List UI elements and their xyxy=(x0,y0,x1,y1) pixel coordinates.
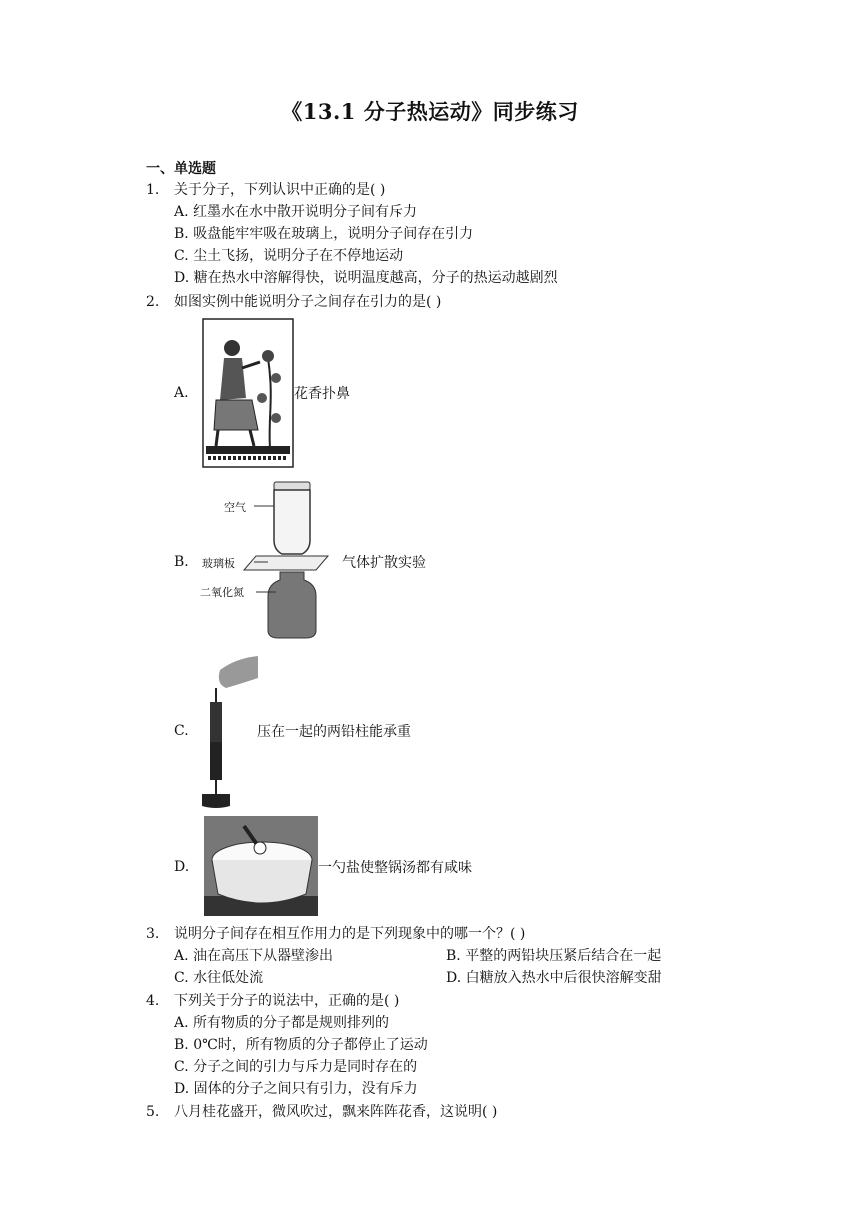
option-b-letter: B. xyxy=(174,554,189,570)
option-c: C. 水往低处流 xyxy=(174,970,264,986)
option-a: A. 红墨水在水中散开说明分子间有斥力 xyxy=(174,204,418,220)
option-d: D. 糖在热水中溶解得快，说明温度越高，分子的热运动越剧烈 xyxy=(174,270,558,286)
option-b: B. 平整的两铅块压紧后结合在一起 xyxy=(446,948,662,964)
question-number: 5. xyxy=(146,1104,160,1120)
option-a-text: 花香扑鼻 xyxy=(294,386,350,402)
option-a: A. 油在高压下从器壁渗出 xyxy=(174,948,334,964)
question-stem: 八月桂花盛开，微风吹过，飘来阵阵花香，这说明( ) xyxy=(174,1104,498,1120)
option-b: B. 吸盘能牢牢吸在玻璃上，说明分子间存在引力 xyxy=(174,226,474,242)
option-c: C. 分子之间的引力与斥力是同时存在的 xyxy=(174,1059,418,1075)
section-heading: 一、单选题 xyxy=(146,161,216,177)
option-a: A. 所有物质的分子都是规则排列的 xyxy=(174,1015,390,1031)
question-stem: 说明分子间存在相互作用力的是下列现象中的哪一个？( ) xyxy=(174,926,526,942)
option-d-text: 一勺盐使整锅汤都有咸味 xyxy=(318,860,472,876)
question-number: 1. xyxy=(146,182,160,198)
option-b-text: 气体扩散实验 xyxy=(342,555,426,571)
air-label: 空气 xyxy=(224,501,246,514)
flower-smelling-figure xyxy=(202,318,294,468)
option-c: C. 尘土飞扬，说明分子在不停地运动 xyxy=(174,248,404,264)
option-d: D. 固体的分子之间只有引力，没有斥力 xyxy=(174,1081,418,1097)
option-d-letter: D. xyxy=(174,859,190,875)
question-stem: 如图实例中能说明分子之间存在引力的是( ) xyxy=(174,294,442,310)
page-title: 《13.1 分子热运动》同步练习 xyxy=(281,99,579,124)
question-number: 4. xyxy=(146,993,160,1009)
question-stem: 下列关于分子的说法中，正确的是( ) xyxy=(174,993,400,1009)
option-b: B. 0℃时，所有物质的分子都停止了运动 xyxy=(174,1037,428,1053)
lead-cylinders-figure xyxy=(196,654,260,810)
nitrogen-dioxide-label: 二氧化氮 xyxy=(200,586,244,599)
option-d: D. 白糖放入热水中后很快溶解变甜 xyxy=(446,970,662,986)
glass-plate-label: 玻璃板 xyxy=(202,557,235,570)
option-a-letter: A. xyxy=(174,385,189,401)
question-number: 3. xyxy=(146,926,160,942)
question-stem: 关于分子，下列认识中正确的是( ) xyxy=(174,182,386,198)
option-c-text: 压在一起的两铅柱能承重 xyxy=(257,724,411,740)
option-c-letter: C. xyxy=(174,723,189,739)
salt-soup-figure xyxy=(204,816,318,916)
question-number: 2. xyxy=(146,294,160,310)
